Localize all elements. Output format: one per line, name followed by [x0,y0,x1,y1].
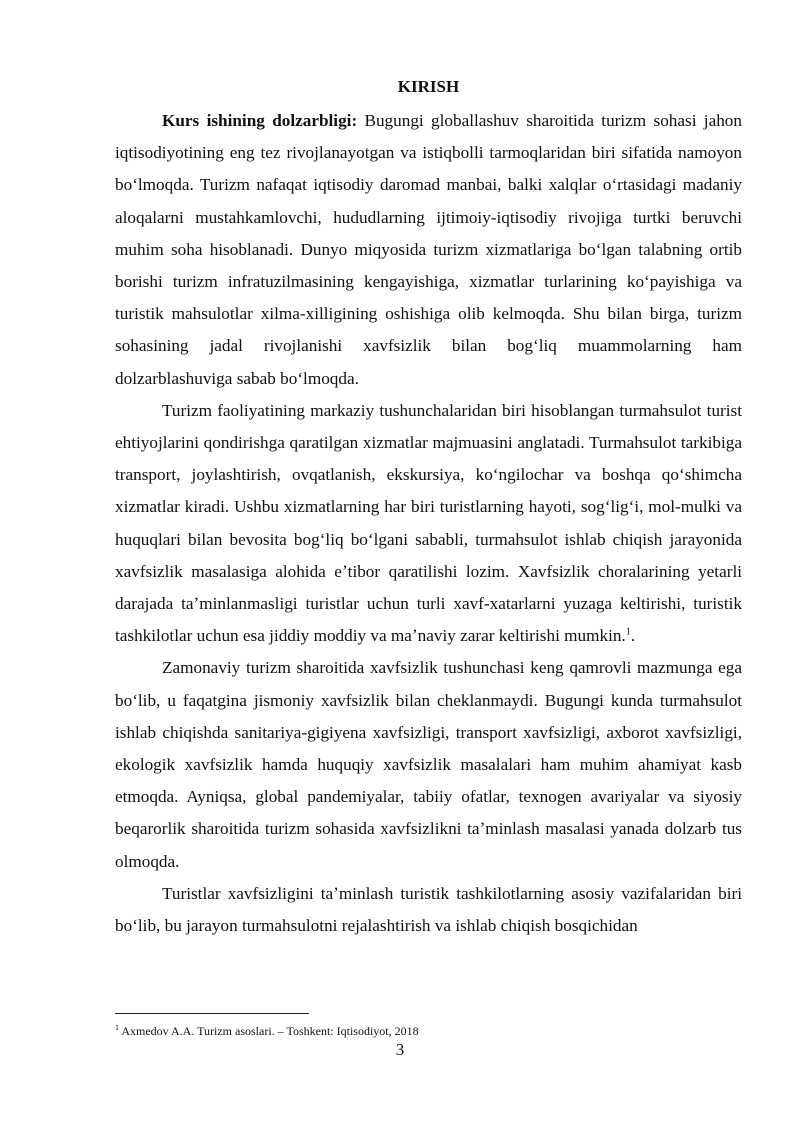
footnote-marker: 1 [115,1023,119,1032]
paragraph-tourist-safety [115,878,742,942]
section-heading: KIRISH [397,77,460,96]
paragraph-tourproduct [115,395,742,653]
footnote [115,1023,742,1039]
paragraph-modern-safety [115,652,742,877]
footnote-divider [115,1013,309,1014]
paragraph-text: Turistlar xavfsizligini taʼminlash turistik tashkilotlarning asosiy vazifalaridan biri boʻlib, bu jarayon turmahsulotni rejalashtirish va ishlab chiqish bosqichidan [115,883,742,936]
document-page [115,76,742,942]
paragraph-end-period: . [630,626,636,646]
paragraph-text: Zamonaviy turizm sharoitida xavfsizlik tushunchasi keng qamrovli mazmunga ega boʻlib, u faqatgina jismoniy xavfsizlik bilan cheklanmaydi. Bugungi kunda turmahsulot ishlab chiqishda sanitariya-gigiyena xavfsizligi, transport xavfsizligi, axborot xavfsizligi, ekologik xavfsizlik hamda huquqiy xavfsizlik masalalari ham muhim ahamiyat kasb etmoqda. Ayniqsa, global pandemiyalar, tabiiy ofatlar, texnogen avariyalar va siyosiy beqarorlik sharoitida turizm sohasida xavfsizlikni taʼminlash masalasi yanada dolzarb tus olmoqda. [115,658,742,871]
paragraph-relevance [115,105,742,395]
paragraph-lead: Kurs ishining dolzarbligi: [162,111,358,130]
paragraph-text: Turizm faoliyatining markaziy tushunchalaridan biri hisoblangan turmahsulot turist ehtiyojlarini qondirishga qaratilgan xizmatlar majmuasini anglatadi. Turmahsulot tarkibiga transport, joylashtirish, ovqatlanish, ekskursiya, koʻngilochar va boshqa qoʻshimcha xizmatlar kiradi. Ushbu xizmatlarning har biri turistlarning hayoti, sogʻligʻi, mol-mulki va huquqlari bilan bevosita bogʻliq boʻlgani sababli, turmahsulot ishlab chiqish jarayonida xavfsizlik masalasiga alohida eʼtibor qaratilishi lozim. Xavfsizlik choralarining yetarli darajada taʼminlanmasligi turistlar uchun turli xavf-xatarlarni yuzaga keltirishi, turistik tashkilotlar uchun esa jiddiy moddiy va maʼnaviy zarar keltirishi mumkin. [115,400,742,646]
page-number: 3 [395,1040,405,1059]
paragraph-text: Bugungi globallashuv sharoitida turizm sohasi jahon iqtisodiyotining eng tez rivojlanayotgan va istiqbolli tarmoqlaridan biri sifatida namoyon boʻlmoqda. Turizm nafaqat iqtisodiy daromad manbai, balki xalqlar oʻrtasidagi madaniy aloqalarni mustahkamlovchi, hududlarning ijtimoiy-iqtisodiy rivojiga turtki beruvchi muhim soha hisoblanadi. Dunyo miqyosida turizm xizmatlariga boʻlgan talabning ortib borishi turizm infratuzilmasining kengayishiga, xizmatlar turlarining koʻpayishiga va turistik mahsulotlar xilma-xilligining oshishiga olib kelmoqda. Shu bilan birga, turizm sohasining jadal rivojlanishi xavfsizlik bilan bogʻliq muammolarning ham dolzarblashuviga sabab boʻlmoqda. [115,111,742,388]
footnote-text: Axmedov A.A. Turizm asoslari. – Toshkent: Iqtisodiyot, 2018 [119,1024,419,1038]
footnote-reference[interactable]: 1 [625,626,631,638]
